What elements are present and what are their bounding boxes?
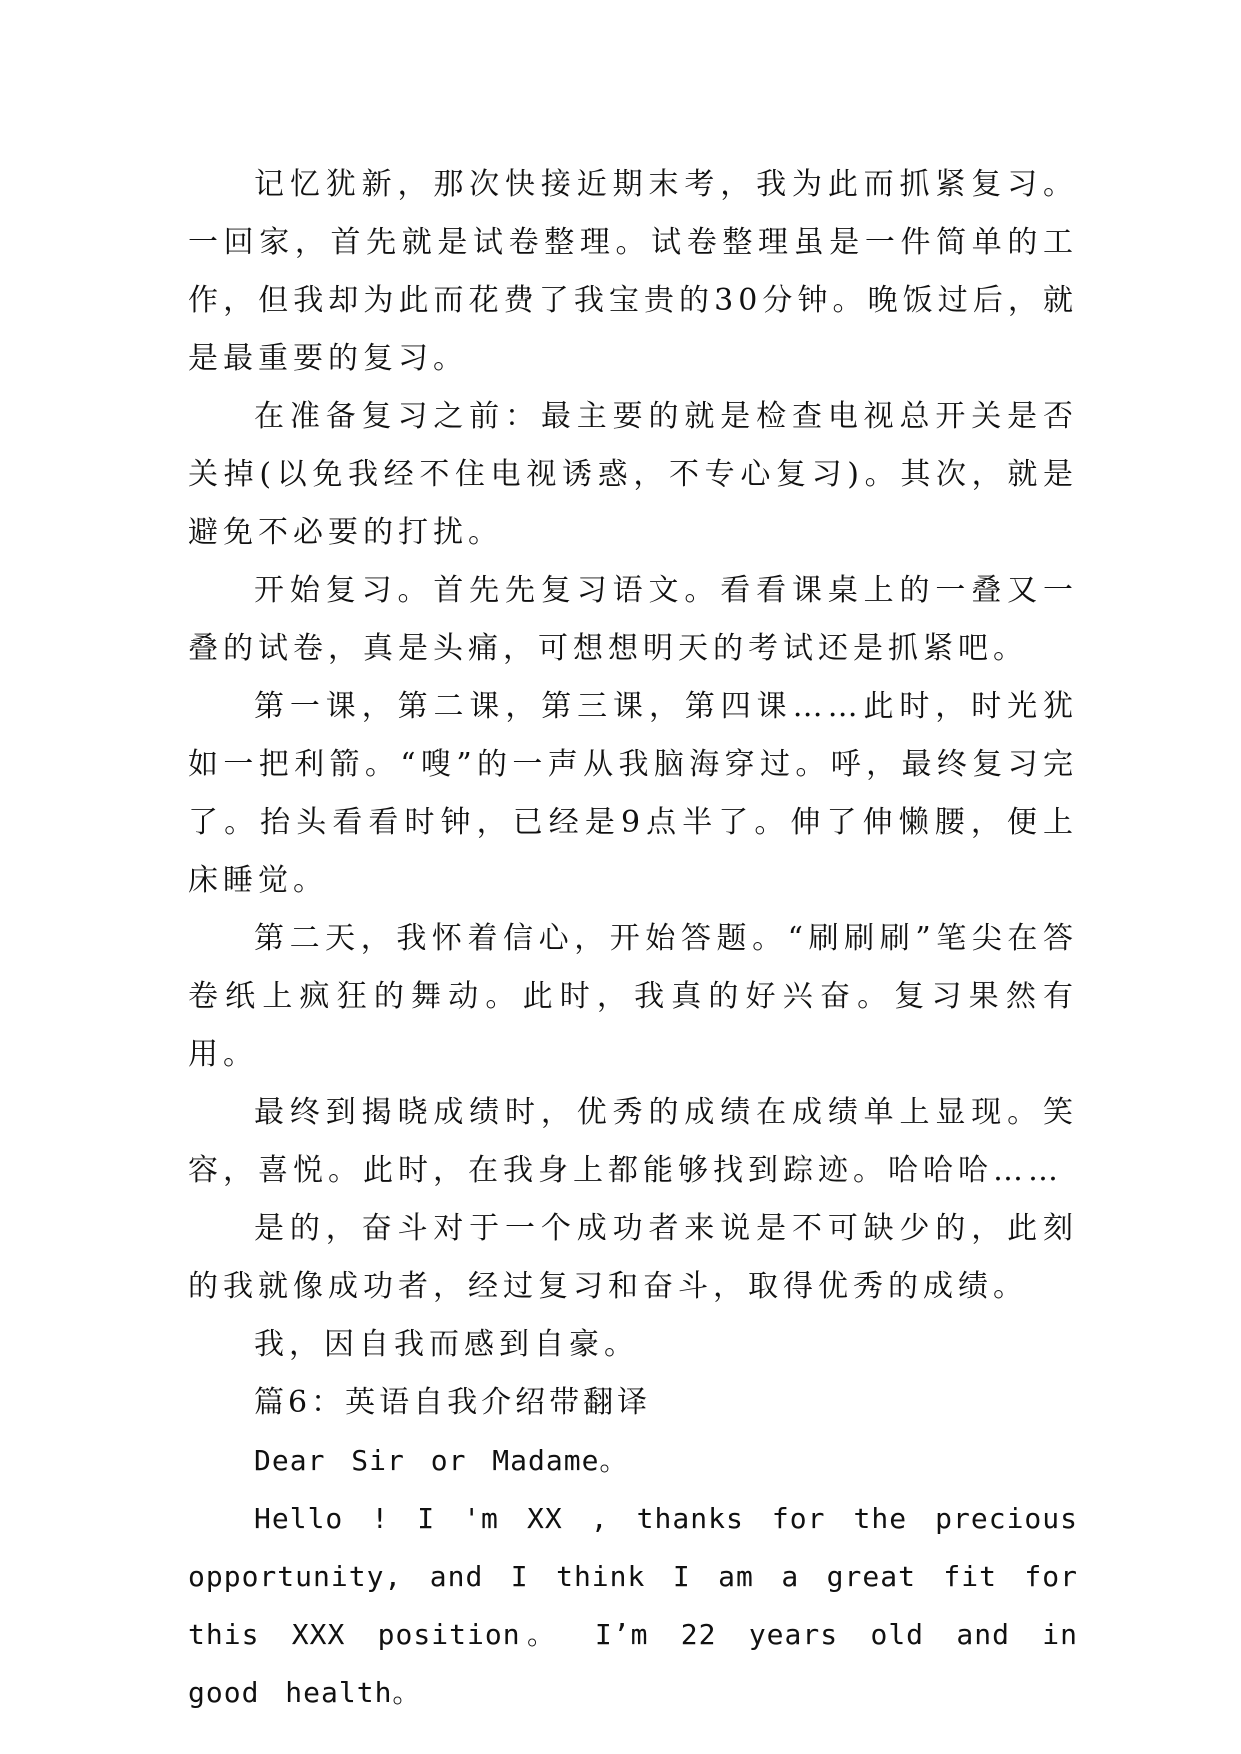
paragraph: 第二天，我怀着信心，开始答题。“刷刷刷”笔尖在答卷纸上疯狂的舞动。此时，我真的好兴奋。复习果然有用。 — [188, 921, 1078, 1072]
paragraph: 最终到揭晓成绩时，优秀的成绩在成绩单上显现。笑容，喜悦。此时，在我身上都能够找到踪迹。哈哈哈…… — [188, 1095, 1078, 1188]
paragraph: 第一课，第二课，第三课，第四课……此时，时光犹如一把利箭。“嗖”的一声从我脑海穿过。呼，最终复习完了。抬头看看时钟，已经是9点半了。伸了伸懒腰，便上床睡觉。 — [188, 689, 1078, 898]
document-body — [188, 156, 1078, 1722]
paragraph: 是的，奋斗对于一个成功者来说是不可缺少的，此刻的我就像成功者，经过复习和奋斗，取得优秀的成绩。 — [188, 1211, 1078, 1304]
paragraph: 在准备复习之前：最主要的就是检查电视总开关是否关掉(以免我经不住电视诱惑，不专心复习)。其次，就是避免不必要的打扰。 — [188, 399, 1078, 550]
section-heading: 篇6：英语自我介绍带翻译 — [254, 1385, 652, 1420]
english-paragraph: Dear Sir or Madame。 — [254, 1444, 629, 1477]
paragraph: 我，因自我而感到自豪。 — [254, 1327, 639, 1362]
paragraph: 记忆犹新，那次快接近期末考，我为此而抓紧复习。一回家，首先就是试卷整理。试卷整理虽是一件简单的工作，但我却为此而花费了我宝贵的30分钟。晚饭过后，就是最重要的复习。 — [188, 167, 1078, 376]
paragraph: 开始复习。首先先复习语文。看看课桌上的一叠又一叠的试卷，真是头痛，可想想明天的考试还是抓紧吧。 — [188, 573, 1078, 666]
english-paragraph: Hello ! I 'm XX , thanks for the precious opportunity, and I think I am a great fit for this XXX position。 I’m 22 years old and in good health。 — [188, 1502, 1078, 1709]
